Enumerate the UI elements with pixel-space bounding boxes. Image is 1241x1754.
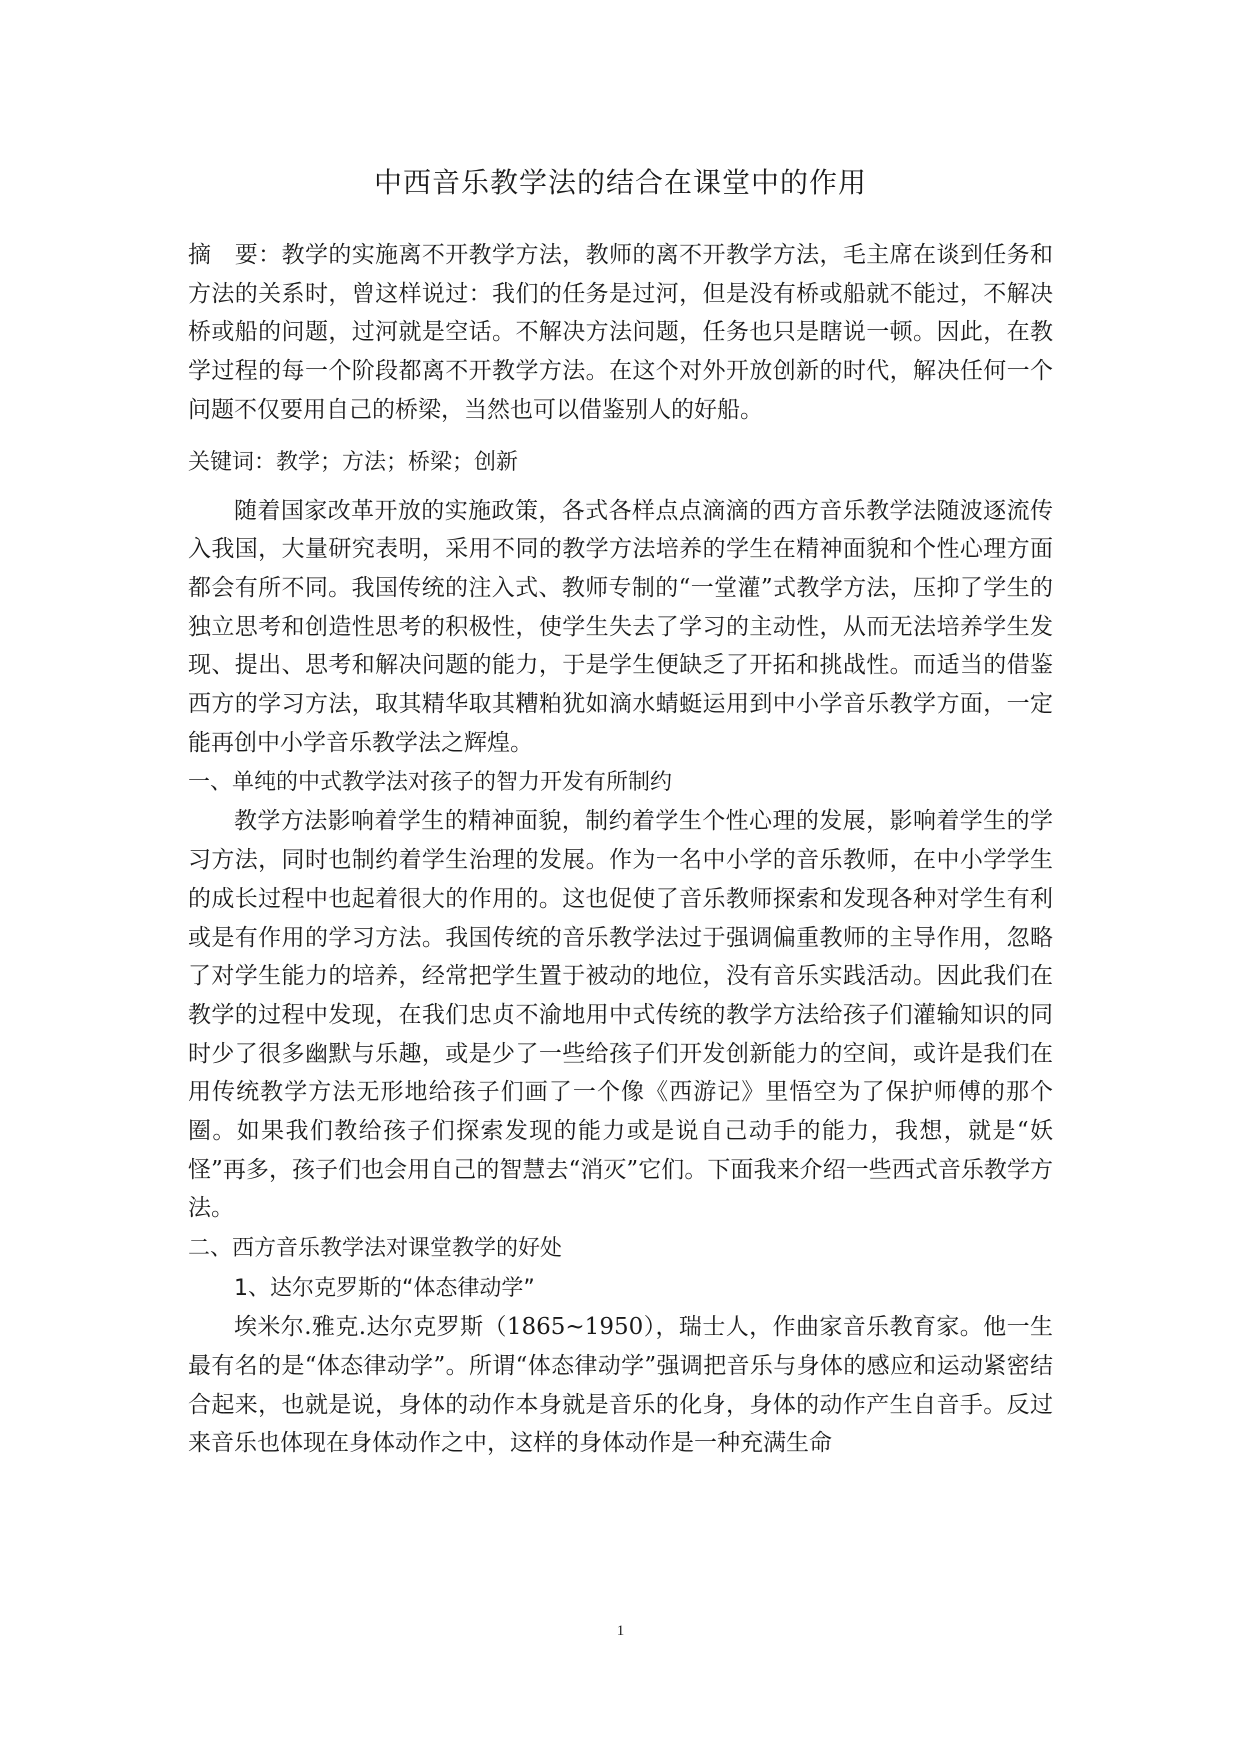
document-body bbox=[188, 236, 1053, 1463]
document-title: 中西音乐教学法的结合在课堂中的作用 bbox=[373, 166, 867, 199]
abstract-paragraph bbox=[188, 236, 1053, 430]
intro-paragraph: 随着国家改革开放的实施政策，各式各样点点滴滴的西方音乐教学法随波逐流传入我国，大量研究表明，采用不同的教学方法培养的学生在精神面貌和个性心理方面都会有所不同。我国传统的注入式、教师专制的“一堂灌”式教学方法，压抑了学生的独立思考和创造性思考的积极性，使学生失去了学习的主动性，从而无法培养学生发现、提出、思考和解决问题的能力，于是学生便缺乏了开拓和挑战性。而适当的借鉴西方的学习方法，取其精华取其糟粕犹如滴水蜻蜓运用到中小学音乐教学方面，一定能再创中小学音乐教学法之辉煌。 bbox=[188, 497, 1053, 756]
page-number: 1 bbox=[616, 1623, 625, 1639]
abstract-label: 摘 要： bbox=[188, 242, 282, 268]
section-2-heading: 二、西方音乐教学法对课堂教学的好处 bbox=[188, 1236, 563, 1262]
section-2-1-paragraph: 埃米尔.雅克.达尔克罗斯（1865~1950），瑞士人，作曲家音乐教育家。他一生最有名的是“体态律动学”。所谓“体态律动学”强调把音乐与身体的感应和运动紧密结合起来，也就是说，身体的动作本身就是音乐的化身，身体的动作产生自音手。反过来音乐也体现在身体动作之中，这样的身体动作是一种充满生命 bbox=[188, 1314, 1053, 1457]
section-1-heading: 一、单纯的中式教学法对孩子的智力开发有所制约 bbox=[188, 770, 673, 796]
abstract-text: 教学的实施离不开教学方法，教师的离不开教学方法，毛主席在谈到任务和方法的关系时，曾这样说过：我们的任务是过河，但是没有桥或船就不能过，不解决桥或船的问题，过河就是空话。不解决方法问题，任务也只是瞎说一顿。因此，在教学过程的每一个阶段都离不开教学方法。在这个对外开放创新的时代，解决任何一个问题不仅要用自己的桥梁，当然也可以借鉴别人的好船。 bbox=[188, 242, 1054, 423]
section-1-paragraph: 教学方法影响着学生的精神面貌，制约着学生个性心理的发展，影响着学生的学习方法，同时也制约着学生治理的发展。作为一名中小学的音乐教师，在中小学学生的成长过程中也起着很大的作用的。这也促使了音乐教师探索和发现各种对学生有利或是有作用的学习方法。我国传统的音乐教学法过于强调偏重教师的主导作用，忽略了对学生能力的培养，经常把学生置于被动的地位，没有音乐实践活动。因此我们在教学的过程中发现，在我们忠贞不渝地用中式传统的教学方法给孩子们灌输知识的同时少了很多幽默与乐趣，或是少了一些给孩子们开发创新能力的空间，或许是我们在用传统教学方法无形地给孩子们画了一个像《西游记》里悟空为了保护师傅的那个圈。如果我们教给孩子们探索发现的能力或是说自己动手的能力，我想，就是“妖怪”再多，孩子们也会用自己的智慧去“消灭”它们。下面我来介绍一些西式音乐教学方法。 bbox=[188, 808, 1053, 1222]
section-2-1-heading: 1、达尔克罗斯的“体态律动学” bbox=[234, 1276, 535, 1302]
keywords: 关键词：教学；方法；桥梁；创新 bbox=[188, 449, 519, 475]
